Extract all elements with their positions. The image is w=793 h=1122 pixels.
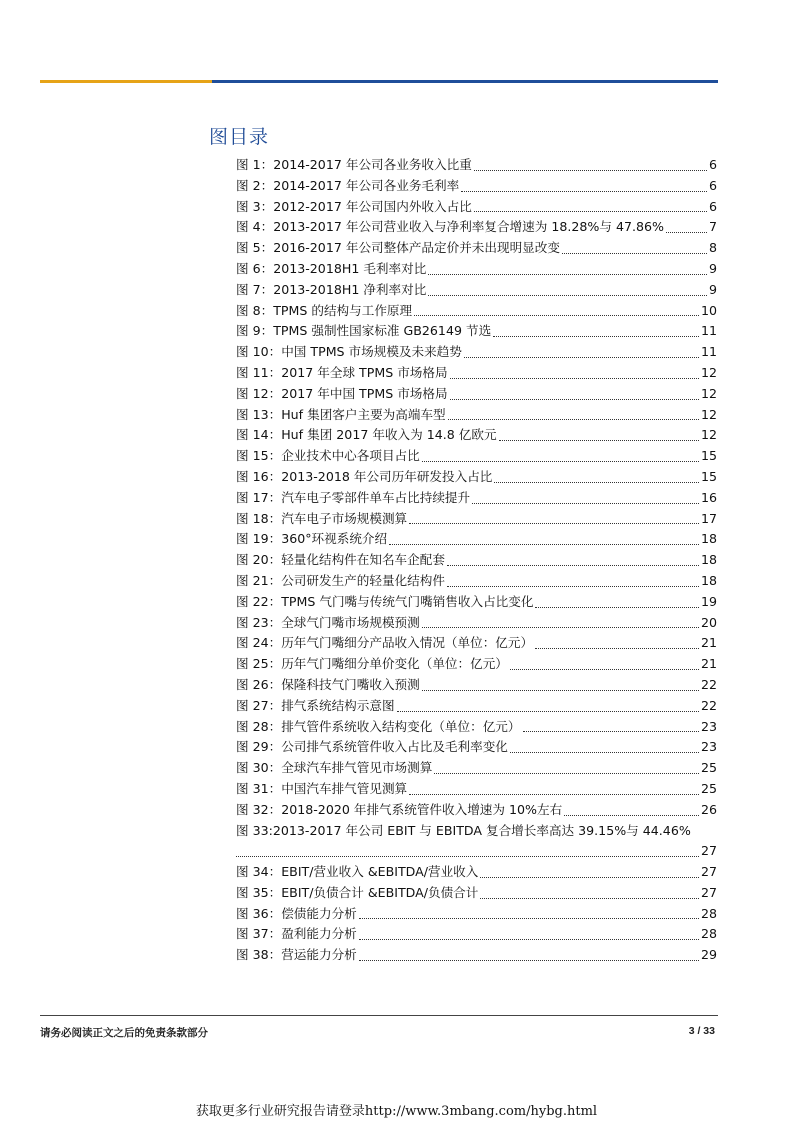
toc-leader-dots bbox=[447, 564, 699, 566]
toc-entry[interactable] bbox=[236, 904, 717, 925]
toc-entry[interactable] bbox=[236, 945, 717, 966]
toc-entry-label: 图 13：Huf 集团客户主要为高端车型 bbox=[236, 406, 446, 422]
toc-entry-page: 27 bbox=[700, 843, 717, 859]
toc-entry-label: 图 7：2013-2018H1 净利率对比 bbox=[236, 281, 427, 297]
toc-entry-page: 11 bbox=[700, 344, 717, 360]
toc-entry[interactable] bbox=[236, 467, 717, 488]
toc-entry[interactable] bbox=[236, 446, 717, 467]
toc-entry-label: 图 29：公司排气系统管件收入占比及毛利率变化 bbox=[236, 739, 508, 755]
toc-entry[interactable] bbox=[236, 217, 717, 238]
toc-entry[interactable] bbox=[236, 675, 717, 696]
toc-entry-page: 7 bbox=[708, 219, 717, 235]
toc-entry-page: 28 bbox=[700, 905, 717, 921]
toc-entry-page: 6 bbox=[708, 177, 717, 193]
toc-entry-label: 图 23：全球气门嘴市场规模预测 bbox=[236, 614, 420, 630]
toc-entry-label: 图 18：汽车电子市场规模测算 bbox=[236, 510, 408, 526]
footer-disclaimer: 请务必阅读正文之后的免责条款部分 bbox=[40, 1027, 208, 1039]
toc-leader-dots bbox=[562, 252, 707, 254]
toc-entry-label: 图 17：汽车电子零部件单车占比持续提升 bbox=[236, 489, 471, 505]
toc-entry[interactable] bbox=[236, 321, 717, 342]
toc-leader-dots bbox=[493, 335, 699, 337]
footer-rule bbox=[40, 1015, 718, 1016]
toc-entry-label: 图 16：2013-2018 年公司历年研发投入占比 bbox=[236, 468, 493, 484]
toc-entry-page: 28 bbox=[700, 926, 717, 942]
toc-entry-label: 图 31：中国汽车排气管见测算 bbox=[236, 780, 408, 796]
toc-entry-label: 图 4：2013-2017 年公司营业收入与净利率复合增速为 18.28%与 47.86% bbox=[236, 219, 664, 235]
toc-entry-page: 27 bbox=[700, 864, 717, 880]
toc-entry[interactable] bbox=[236, 529, 717, 550]
toc-leader-dots bbox=[535, 606, 699, 608]
toc-entry-page: 22 bbox=[700, 676, 717, 692]
toc-entry-label: 图 9：TPMS 强制性国家标准 GB26149 节选 bbox=[236, 323, 492, 339]
toc-leader-dots bbox=[499, 439, 699, 441]
toc-entry[interactable] bbox=[236, 779, 717, 800]
toc-entry-label: 图 19：360°环视系统介绍 bbox=[236, 531, 388, 547]
toc-leader-dots bbox=[422, 689, 699, 691]
toc-leader-dots bbox=[447, 585, 699, 587]
toc-leader-dots bbox=[434, 772, 699, 774]
toc-entry-page: 25 bbox=[700, 780, 717, 796]
toc-entry[interactable] bbox=[236, 238, 717, 259]
watermark-link-text[interactable]: 获取更多行业研究报告请登录http://www.3mbang.com/hybg.html bbox=[195, 1104, 598, 1119]
toc-entry-page: 22 bbox=[700, 697, 717, 713]
toc-entry-label: 图 33:2013-2017 年公司 EBIT 与 EBITDA 复合增长率高达 39.15%与 44.46% bbox=[236, 822, 691, 838]
toc-entry-label: 图 1：2014-2017 年公司各业务收入比重 bbox=[236, 157, 472, 172]
toc-entry[interactable] bbox=[236, 405, 717, 426]
toc-leader-dots bbox=[523, 730, 699, 732]
toc-leader-dots bbox=[474, 210, 707, 212]
toc-entry[interactable] bbox=[236, 592, 717, 613]
toc-entry-label: 图 25：历年气门嘴细分单价变化（单位：亿元） bbox=[236, 656, 508, 672]
toc-entry-label: 图 34：EBIT/营业收入 &EBITDA/营业收入 bbox=[236, 864, 479, 880]
toc-entry[interactable] bbox=[236, 883, 717, 904]
toc-entry-continuation bbox=[236, 841, 717, 862]
toc-leader-dots bbox=[397, 710, 699, 712]
toc-entry-page: 21 bbox=[700, 635, 717, 651]
toc-entry-label: 图 22：TPMS 气门嘴与传统气门嘴销售收入占比变化 bbox=[236, 593, 534, 609]
toc-entry-label: 图 11：2017 年全球 TPMS 市场格局 bbox=[236, 364, 448, 380]
header-rule bbox=[40, 80, 718, 83]
toc-entry-label: 图 3：2012-2017 年公司国内外收入占比 bbox=[236, 198, 472, 214]
toc-entry[interactable] bbox=[236, 737, 717, 758]
toc-entry-label: 图 36：偿债能力分析 bbox=[236, 905, 357, 921]
toc-leader-dots bbox=[480, 876, 699, 878]
toc-leader-dots bbox=[414, 314, 699, 316]
toc-entry-label: 图 30：全球汽车排气管见市场测算 bbox=[236, 760, 433, 776]
toc-entry[interactable] bbox=[236, 862, 717, 883]
toc-entry-label: 图 20：轻量化结构件在知名车企配套 bbox=[236, 552, 445, 568]
toc-entry-page: 8 bbox=[708, 240, 717, 256]
toc-entry[interactable] bbox=[236, 800, 717, 821]
toc-entry-label: 图 8：TPMS 的结构与工作原理 bbox=[236, 302, 413, 318]
toc-entry-page: 12 bbox=[700, 385, 717, 401]
toc-entry[interactable] bbox=[236, 280, 717, 301]
toc-entry-page: 10 bbox=[700, 302, 717, 318]
toc-leader-dots bbox=[422, 460, 699, 462]
toc-entry[interactable] bbox=[236, 384, 717, 405]
toc-entry-label: 图 26：保隆科技气门嘴收入预测 bbox=[236, 676, 420, 692]
figure-toc bbox=[236, 155, 717, 966]
toc-entry-page: 6 bbox=[708, 198, 717, 214]
toc-entry-label: 图 5：2016-2017 年公司整体产品定价并未出现明显改变 bbox=[236, 240, 560, 256]
toc-leader-dots bbox=[450, 377, 699, 379]
toc-leader-dots bbox=[450, 398, 699, 400]
toc-entry[interactable] bbox=[236, 488, 717, 509]
toc-entry-page: 15 bbox=[700, 468, 717, 484]
toc-entry[interactable] bbox=[236, 342, 717, 363]
toc-entry-page: 25 bbox=[700, 760, 717, 776]
toc-entry-page: 23 bbox=[700, 718, 717, 734]
toc-entry[interactable] bbox=[236, 758, 717, 779]
toc-leader-dots bbox=[494, 481, 699, 483]
toc-leader-dots bbox=[666, 231, 707, 233]
toc-entry-label: 图 24：历年气门嘴细分产品收入情况（单位：亿元） bbox=[236, 635, 534, 651]
toc-leader-dots bbox=[422, 626, 699, 628]
toc-leader-dots bbox=[480, 897, 699, 899]
toc-entry-label: 图 28：排气管件系统收入结构变化（单位：亿元） bbox=[236, 718, 521, 734]
toc-entry-label: 图 14：Huf 集团 2017 年收入为 14.8 亿欧元 bbox=[236, 427, 497, 443]
toc-entry[interactable] bbox=[236, 155, 717, 176]
toc-entry-page: 26 bbox=[700, 801, 717, 817]
toc-entry-page: 12 bbox=[700, 427, 717, 443]
toc-entry-label: 图 38：营运能力分析 bbox=[236, 947, 357, 963]
toc-entry-page: 27 bbox=[700, 884, 717, 900]
toc-entry[interactable] bbox=[236, 821, 717, 863]
toc-entry[interactable] bbox=[236, 633, 717, 654]
toc-entry-page: 20 bbox=[700, 614, 717, 630]
toc-leader-dots bbox=[236, 855, 699, 857]
header-rule-blue bbox=[212, 80, 718, 83]
toc-entry-label: 图 12：2017 年中国 TPMS 市场格局 bbox=[236, 385, 448, 401]
toc-leader-dots bbox=[389, 543, 699, 545]
toc-entry-page: 18 bbox=[700, 552, 717, 568]
footer-page-number: 3 / 33 bbox=[688, 1025, 715, 1037]
toc-entry-page: 18 bbox=[700, 572, 717, 588]
toc-entry[interactable] bbox=[236, 613, 717, 634]
toc-entry-label: 图 10：中国 TPMS 市场规模及未来趋势 bbox=[236, 344, 462, 360]
toc-entry[interactable] bbox=[236, 363, 717, 384]
toc-title: 图目录 bbox=[209, 126, 270, 148]
toc-entry[interactable] bbox=[236, 425, 717, 446]
toc-entry[interactable] bbox=[236, 654, 717, 675]
toc-entry-label: 图 27：排气系统结构示意图 bbox=[236, 697, 395, 713]
toc-entry-page: 6 bbox=[708, 157, 717, 172]
toc-entry-page: 12 bbox=[700, 364, 717, 380]
toc-entry-label: 图 15：企业技术中心各项目占比 bbox=[236, 448, 420, 464]
toc-leader-dots bbox=[409, 793, 699, 795]
toc-entry-page: 23 bbox=[700, 739, 717, 755]
toc-leader-dots bbox=[510, 751, 699, 753]
toc-entry-page: 21 bbox=[700, 656, 717, 672]
toc-entry-page: 17 bbox=[700, 510, 717, 526]
toc-leader-dots bbox=[409, 522, 699, 524]
toc-leader-dots bbox=[428, 273, 707, 275]
toc-entry[interactable] bbox=[236, 717, 717, 738]
toc-entry-label: 图 32：2018-2020 年排气系统管件收入增速为 10%左右 bbox=[236, 801, 563, 817]
toc-leader-dots bbox=[464, 356, 699, 358]
toc-leader-dots bbox=[359, 938, 699, 940]
toc-entry-page: 19 bbox=[700, 593, 717, 609]
toc-entry-label: 图 37：盈利能力分析 bbox=[236, 926, 357, 942]
toc-entry-page: 12 bbox=[700, 406, 717, 422]
toc-entry-page: 9 bbox=[708, 260, 717, 276]
toc-entry-page: 16 bbox=[700, 489, 717, 505]
toc-entry[interactable] bbox=[236, 696, 717, 717]
toc-entry[interactable] bbox=[236, 924, 717, 945]
toc-entry[interactable] bbox=[236, 197, 717, 218]
toc-leader-dots bbox=[474, 169, 707, 171]
toc-leader-dots bbox=[448, 418, 699, 420]
toc-entry[interactable] bbox=[236, 509, 717, 530]
toc-entry[interactable] bbox=[236, 176, 717, 197]
toc-entry-label: 图 2：2014-2017 年公司各业务毛利率 bbox=[236, 177, 460, 193]
toc-entry-label: 图 35：EBIT/负债合计 &EBITDA/负债合计 bbox=[236, 884, 479, 900]
toc-entry-page: 18 bbox=[700, 531, 717, 547]
toc-entry-label: 图 6：2013-2018H1 毛利率对比 bbox=[236, 260, 427, 276]
toc-entry-page: 15 bbox=[700, 448, 717, 464]
toc-entry[interactable] bbox=[236, 571, 717, 592]
header-rule-gold bbox=[40, 80, 212, 83]
toc-entry-label: 图 21：公司研发生产的轻量化结构件 bbox=[236, 572, 445, 588]
toc-entry-page: 29 bbox=[700, 947, 717, 963]
toc-leader-dots bbox=[359, 959, 699, 961]
toc-leader-dots bbox=[510, 668, 699, 670]
toc-leader-dots bbox=[428, 294, 707, 296]
toc-leader-dots bbox=[359, 917, 699, 919]
toc-entry-page: 11 bbox=[700, 323, 717, 339]
toc-leader-dots bbox=[472, 502, 699, 504]
toc-entry[interactable] bbox=[236, 550, 717, 571]
toc-leader-dots bbox=[564, 814, 699, 816]
toc-entry-page: 9 bbox=[708, 281, 717, 297]
toc-leader-dots bbox=[535, 647, 699, 649]
toc-entry[interactable] bbox=[236, 301, 717, 322]
toc-entry[interactable] bbox=[236, 259, 717, 280]
toc-leader-dots bbox=[461, 190, 707, 192]
